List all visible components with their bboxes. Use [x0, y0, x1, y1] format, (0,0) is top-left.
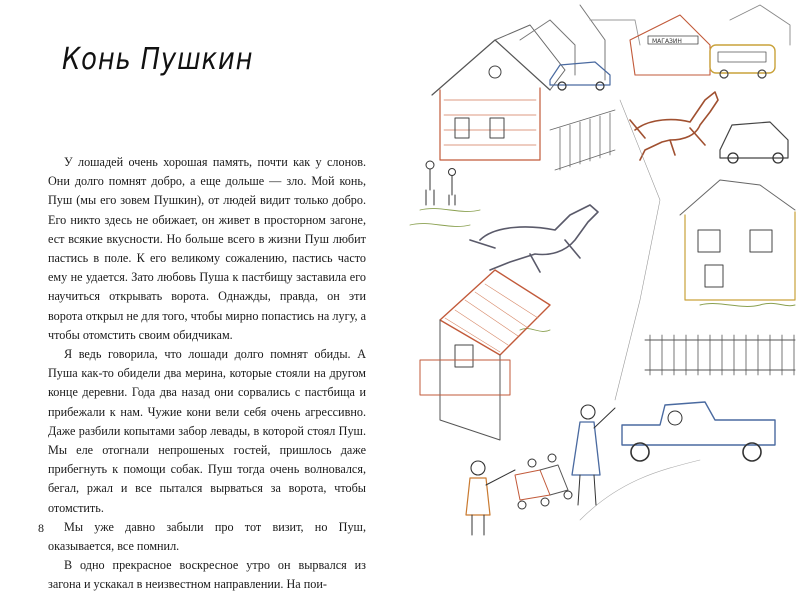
fence-top-illustration [550, 110, 615, 170]
fence-right-illustration [645, 335, 795, 375]
village-illustration [400, 0, 800, 565]
blue-car-top-illustration [550, 62, 610, 90]
body-text [48, 153, 366, 595]
top-houses-illustration [520, 5, 790, 80]
page-number: 8 [38, 521, 44, 535]
yellow-house-illustration [680, 180, 795, 300]
gray-horse-illustration [470, 205, 598, 272]
paragraph-3: Мы уже давно забыли про тот визит, но Пуш, оказывается, все помнил. [48, 519, 366, 554]
blue-truck-illustration [622, 402, 775, 461]
people-bottom-illustration [466, 405, 615, 535]
paragraph-2: Я ведь говорила, что лошади долго помнят обиды. А Пуша как-то обидели два мерина, которые стояли на другом конце деревни. Года два назад они сорвались с пастбища и прибежали к нам. Чужие кони вели себя очень агрессивно. Даже разбили копытами забор левады, в которой стоял Пуш. Мы еле отогнали непрошеных гостей, пришлось даже прибегнуть к помощи собак. Пуш тогда очень волновался, бегал, ржал и все пытался вырваться за ворота, чтобы отомстить. [48, 347, 366, 515]
right-page [400, 0, 800, 565]
red-house-illustration [432, 25, 565, 160]
greenery-illustration [410, 209, 795, 332]
left-page [0, 0, 400, 592]
bus-illustration [710, 45, 775, 78]
paragraph-1: У лошадей очень хорошая память, почти как у слонов. Они долго помнят добро, а еще дольше — зло. Мой конь, Пуш (мы его зовем Пушкин), от людей видит только добро. Его никто здесь не обижает, он живет в просторном загоне, ест всякие вкусности. Но больше всего в жизни Пуш любит пастись в поле. К его великому сожалению, пастись часто ему не удается. Зато любовь Пуша к пастбищу заставила его научиться открывать ворота. Однажды, правда, он эти ворота открыл не для того, чтобы мирно попастись на лугу, а чтобы отомстить своим обидчикам. [48, 155, 366, 342]
red-roof-house-illustration [420, 270, 550, 440]
paragraph-4: В одно прекрасное воскресное утро он вырвался из загона и ускакал в неизвестном направлении. На пои- [48, 558, 366, 592]
brown-horse-illustration [630, 92, 718, 160]
shop-sign: МАГАЗИН [652, 38, 682, 45]
dark-car-illustration [720, 122, 788, 163]
people-top-illustration [426, 161, 456, 205]
chapter-title: Конь Пушкин [62, 42, 254, 77]
